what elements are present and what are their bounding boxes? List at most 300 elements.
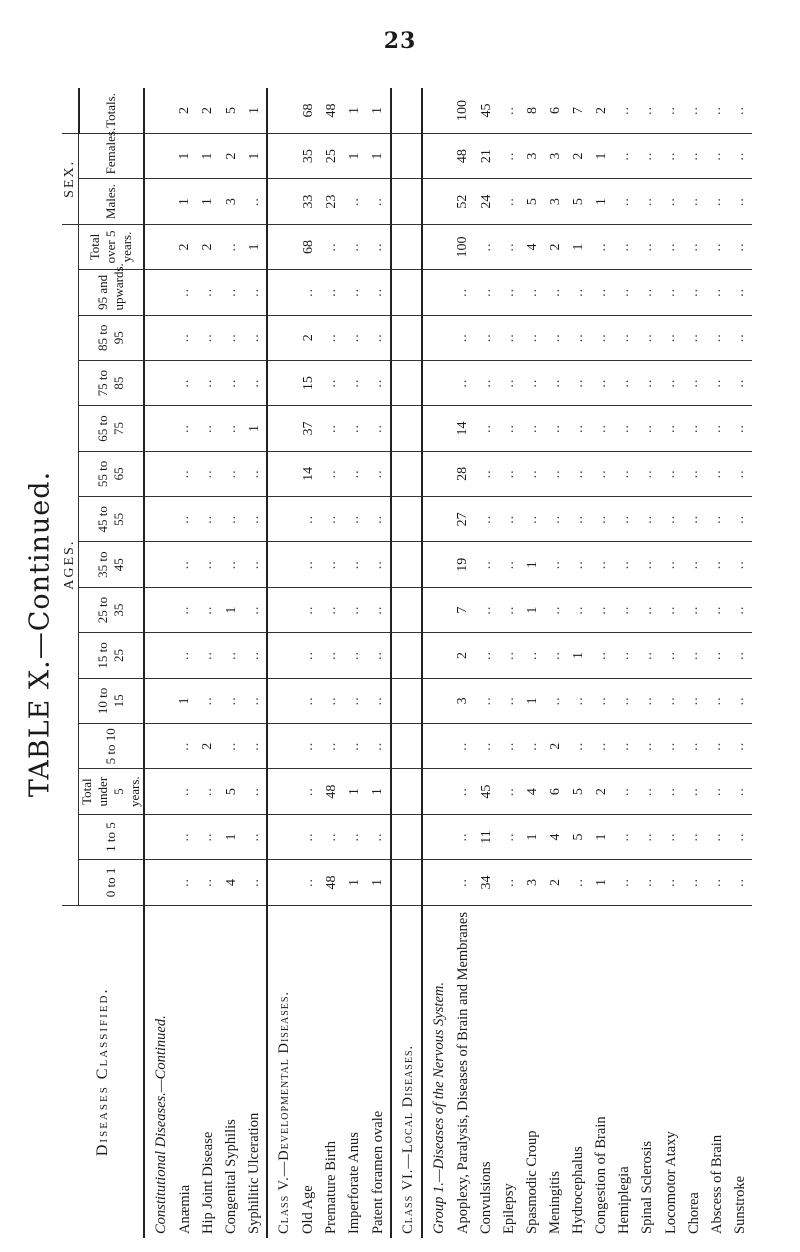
table-cell: 6 [544,769,567,814]
table-cell: 3 [521,860,544,905]
table-cell: 11 [475,814,498,859]
table-cell: 3 [521,133,544,178]
table-cell: 2 [544,224,567,269]
table-cell: .. [660,542,683,587]
table-cell: .. [243,860,267,905]
table-cell: 4 [521,224,544,269]
table-cell: 5 [220,88,243,133]
table-cell: .. [197,678,220,723]
disease-name: Hydrocephalus [567,905,590,1238]
table-cell: .. [613,542,636,587]
table-cell: .. [660,179,683,224]
table-cell: .. [613,315,636,360]
table-cell: .. [683,542,706,587]
empty-cell [144,860,174,905]
table-cell: .. [366,224,390,269]
table-row [343,88,366,1238]
table-cell: .. [706,724,729,769]
table-cell: .. [729,814,752,859]
table-cell: .. [220,360,243,405]
table-cell: .. [660,860,683,905]
table-cell: .. [590,224,613,269]
table-cell: .. [636,406,659,451]
table-cell: .. [706,360,729,405]
table-cell: 1 [521,678,544,723]
table-cell: 68 [297,224,320,269]
table-cell: 2 [590,769,613,814]
table-cell: .. [174,587,197,632]
table-cell: 1 [521,587,544,632]
table-cell: .. [243,633,267,678]
table-cell: .. [636,88,659,133]
table-cell: .. [366,678,390,723]
table-cell: .. [197,270,220,315]
table-cell: .. [243,360,267,405]
table-cell: .. [590,497,613,542]
table-row [706,88,729,1238]
table-cell: .. [729,860,752,905]
empty-cell [391,406,422,451]
table-cell: .. [297,270,320,315]
empty-cell [391,315,422,360]
table-cell: .. [197,860,220,905]
section-heading: Class V.—Developmental Diseases. [267,905,297,1238]
table-cell: 7 [452,587,475,632]
table-cell: .. [174,769,197,814]
table-cell: .. [320,270,343,315]
table-cell: .. [174,406,197,451]
table-cell: .. [729,360,752,405]
table-cell: 24 [475,179,498,224]
table-cell: .. [243,814,267,859]
table-cell: .. [729,224,752,269]
table-cell: .. [544,406,567,451]
empty-cell [422,315,452,360]
table-row [498,88,521,1238]
table-cell: .. [220,270,243,315]
table-row [729,88,752,1238]
table-cell: 1 [590,814,613,859]
table-cell: .. [243,270,267,315]
table-cell: .. [683,451,706,496]
empty-cell [422,360,452,405]
table-cell: .. [660,633,683,678]
table-cell: .. [706,497,729,542]
table-cell: 1 [590,860,613,905]
table-cell: 27 [452,497,475,542]
table-cell: .. [706,633,729,678]
table-cell: .. [452,769,475,814]
side-title-text: TABLE X.—Continued. [24,470,56,798]
table-cell: .. [174,451,197,496]
table-cell: .. [174,633,197,678]
table-cell: .. [320,678,343,723]
table-cell: .. [498,678,521,723]
table-cell: .. [544,633,567,678]
table-cell: .. [567,451,590,496]
table-cell: .. [243,497,267,542]
table-cell: .. [320,633,343,678]
empty-cell [144,497,174,542]
table-cell: .. [660,587,683,632]
empty-cell [422,860,452,905]
table-cell: .. [343,542,366,587]
table-cell: .. [706,133,729,178]
table-cell: .. [297,814,320,859]
table-cell: .. [613,678,636,723]
table-cell: .. [613,179,636,224]
table-cell: 7 [567,88,590,133]
column-header: 10 to 15 [79,678,145,723]
table-cell: .. [452,360,475,405]
empty-cell [391,678,422,723]
table-cell: 3 [544,133,567,178]
table-cell: .. [320,587,343,632]
empty-cell [391,497,422,542]
table-cell: .. [567,497,590,542]
column-header: 15 to 25 [79,633,145,678]
table-cell: .. [366,497,390,542]
table-cell: 28 [452,451,475,496]
empty-cell [422,224,452,269]
disease-name: Meningitis [544,905,567,1238]
table-cell: .. [452,724,475,769]
table-cell: .. [544,360,567,405]
table-cell: .. [475,315,498,360]
table-cell: .. [660,497,683,542]
empty-cell [422,406,452,451]
table-cell: 2 [197,88,220,133]
table-cell: .. [320,315,343,360]
table-cell: .. [613,224,636,269]
table-row [297,88,320,1238]
table-cell: .. [544,678,567,723]
table-cell: .. [729,406,752,451]
empty-cell [391,224,422,269]
table-cell: .. [660,769,683,814]
table-cell: .. [366,542,390,587]
table-cell: .. [613,360,636,405]
table-cell: .. [729,133,752,178]
empty-cell [144,224,174,269]
table-cell: .. [590,633,613,678]
table-cell: .. [613,270,636,315]
table-cell: .. [498,587,521,632]
section-heading: Constitutional Diseases.—Continued. [144,905,174,1238]
table-cell: .. [613,724,636,769]
table-cell: .. [613,497,636,542]
empty-cell [267,724,297,769]
disease-name: Apoplexy, Paralysis, Diseases of Brain and Membranes [452,905,475,1238]
table-cell: 5 [567,769,590,814]
table-cell: .. [660,88,683,133]
table-cell: .. [297,724,320,769]
table-cell: .. [197,360,220,405]
sex-group-header: SEX. [62,133,79,224]
empty-cell [391,451,422,496]
table-row [475,88,498,1238]
table-cell: .. [567,587,590,632]
table-cell: .. [613,860,636,905]
table-cell: .. [243,542,267,587]
table-cell: .. [475,542,498,587]
table-cell: .. [343,224,366,269]
table-cell: .. [567,860,590,905]
table-cell: .. [544,587,567,632]
column-header: 75 to 85 [79,360,145,405]
table-cell: .. [544,542,567,587]
table-cell: .. [729,270,752,315]
empty-cell [267,179,297,224]
table-cell: .. [343,678,366,723]
empty-cell [391,860,422,905]
table-cell: .. [660,451,683,496]
table-cell: .. [220,542,243,587]
table-cell: .. [498,315,521,360]
empty-cell [422,678,452,723]
table-cell: .. [174,860,197,905]
table-cell: .. [297,542,320,587]
table-cell: .. [297,769,320,814]
table-cell: .. [729,542,752,587]
empty-cell [144,133,174,178]
table-cell: .. [590,270,613,315]
empty-cell [267,315,297,360]
table-cell: .. [297,633,320,678]
table-cell: .. [706,769,729,814]
table-cell: .. [636,769,659,814]
column-header: 95 and upwards. [79,270,145,315]
table-cell: .. [498,270,521,315]
table-cell: .. [683,724,706,769]
table-cell: 1 [366,769,390,814]
table-cell: .. [636,587,659,632]
empty-cell [144,724,174,769]
table-cell: .. [683,315,706,360]
table-cell: .. [343,406,366,451]
table-cell: .. [475,451,498,496]
empty-cell [144,678,174,723]
table-cell: .. [590,542,613,587]
table-cell: 2 [297,315,320,360]
table-cell: 4 [220,860,243,905]
table-cell: .. [475,360,498,405]
table-cell: .. [366,633,390,678]
table-cell: 1 [174,678,197,723]
table-cell: .. [343,814,366,859]
table-cell: 19 [452,542,475,587]
table-cell: .. [567,406,590,451]
table-cell: .. [706,678,729,723]
empty-cell [267,497,297,542]
table-cell: .. [452,270,475,315]
column-label-header: Diseases Classified. [62,905,144,1238]
table-cell: 2 [197,224,220,269]
table-cell: .. [706,270,729,315]
table-cell: .. [366,270,390,315]
empty-cell [267,406,297,451]
empty-cell [391,360,422,405]
table-cell: .. [366,406,390,451]
table-cell: 48 [320,769,343,814]
table-cell: .. [220,497,243,542]
empty-cell [391,724,422,769]
table-cell: 6 [544,88,567,133]
empty-cell [422,270,452,315]
section-heading: Group 1.—Diseases of the Nervous System. [422,905,452,1238]
empty-cell [422,451,452,496]
column-header: 65 to 75 [79,406,145,451]
table-cell: .. [567,360,590,405]
table-cell: .. [320,814,343,859]
disease-name: Hip Joint Disease [197,905,220,1238]
table-cell: 21 [475,133,498,178]
table-cell: 1 [197,179,220,224]
table-cell: .. [729,497,752,542]
table-cell: .. [636,315,659,360]
table-cell: 33 [297,179,320,224]
table-cell: 14 [452,406,475,451]
table-cell: .. [683,497,706,542]
table-cell: .. [729,179,752,224]
empty-cell [391,542,422,587]
table-cell: .. [366,587,390,632]
table-cell: .. [590,678,613,723]
table-cell: .. [729,678,752,723]
table-cell: .. [243,315,267,360]
table-cell: .. [683,179,706,224]
empty-cell [267,769,297,814]
table-cell: .. [683,678,706,723]
table-cell: .. [636,542,659,587]
empty-cell [422,133,452,178]
table-cell: .. [660,678,683,723]
empty-cell [144,451,174,496]
table-cell: .. [706,88,729,133]
table-cell: 45 [475,769,498,814]
table-row [366,88,390,1238]
section-heading-row [422,88,452,1238]
table-cell: .. [343,587,366,632]
table-cell: .. [197,497,220,542]
table-cell: 3 [220,179,243,224]
table-row [660,88,683,1238]
table-cell: 2 [197,724,220,769]
table-cell: .. [706,814,729,859]
table-row [197,88,220,1238]
column-header: Total over 5 years. [79,224,145,269]
table-cell: .. [343,270,366,315]
table-cell: 48 [320,88,343,133]
table-cell: .. [636,179,659,224]
table-cell: .. [475,633,498,678]
page-number: 23 [383,28,417,54]
table-cell: .. [590,315,613,360]
table-cell: .. [297,860,320,905]
table-cell: .. [590,451,613,496]
disease-name: Patent foramen ovale [366,905,390,1238]
table-cell: .. [498,542,521,587]
empty-cell [422,542,452,587]
table-cell: 1 [197,133,220,178]
table-cell: .. [220,224,243,269]
table-cell: .. [521,451,544,496]
table-cell: .. [521,406,544,451]
disease-name: Epilepsy [498,905,521,1238]
table-cell: .. [197,587,220,632]
disease-name: Premature Birth [320,905,343,1238]
table-cell: .. [197,769,220,814]
table-cell: 1 [220,814,243,859]
table-cell: .. [521,633,544,678]
table-cell: .. [590,360,613,405]
table-cell: .. [636,633,659,678]
table-row [613,88,636,1238]
table-cell: .. [197,542,220,587]
table-cell: .. [683,270,706,315]
disease-name: Syphilitic Ulceration [243,905,267,1238]
table-cell: .. [320,542,343,587]
column-header: 35 to 45 [79,542,145,587]
table-cell: .. [343,360,366,405]
totals-spacer [62,88,79,133]
table-cell: .. [343,633,366,678]
table-cell: 4 [544,814,567,859]
table-cell: .. [498,633,521,678]
table-cell: .. [636,724,659,769]
table-row [521,88,544,1238]
empty-cell [422,587,452,632]
table-cell: .. [729,88,752,133]
table-cell: .. [683,860,706,905]
table-cell: .. [475,678,498,723]
column-header: 5 to 10 [79,724,145,769]
table-cell: .. [320,360,343,405]
empty-cell [391,633,422,678]
column-header: Males. [79,179,145,224]
empty-cell [144,633,174,678]
table-cell: .. [366,315,390,360]
table-cell: .. [636,133,659,178]
table-cell: .. [683,769,706,814]
table-cell: 1 [220,587,243,632]
table-cell: .. [297,678,320,723]
table-cell: .. [521,360,544,405]
table-cell: 1 [590,133,613,178]
table-cell: .. [590,406,613,451]
disease-name: Hemiplegia [613,905,636,1238]
table-cell: .. [475,724,498,769]
table-cell: .. [567,678,590,723]
empty-cell [391,270,422,315]
table-cell: .. [521,724,544,769]
table-cell: .. [498,451,521,496]
empty-cell [267,224,297,269]
column-header: Total under 5 years. [79,769,145,814]
table-cell: .. [452,814,475,859]
table-cell: .. [498,133,521,178]
table-row [220,88,243,1238]
table-cell: .. [498,497,521,542]
table-cell: .. [613,133,636,178]
empty-cell [267,451,297,496]
empty-cell [422,724,452,769]
table-cell: .. [729,587,752,632]
empty-cell [422,88,452,133]
empty-cell [144,406,174,451]
table-cell: 2 [544,724,567,769]
table-cell: .. [636,270,659,315]
